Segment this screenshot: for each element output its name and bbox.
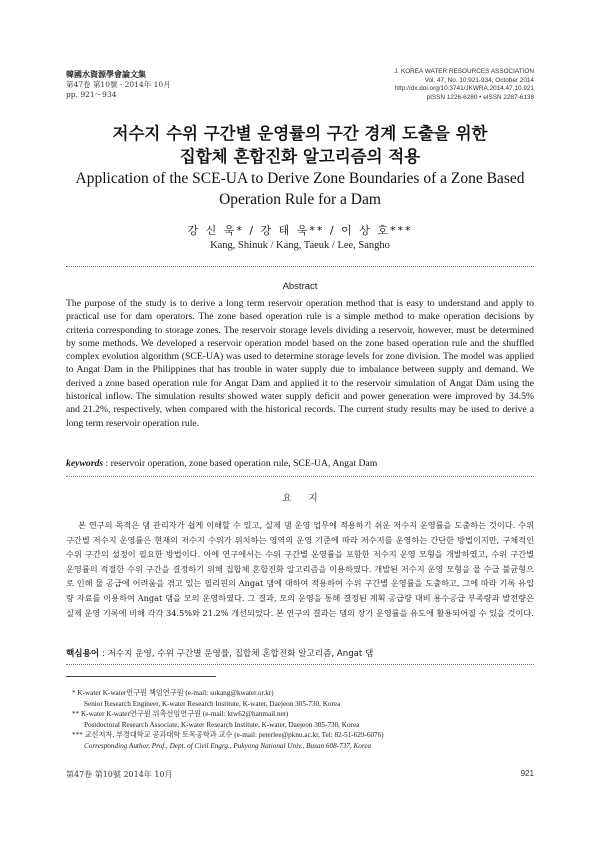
journal-header-right [394, 68, 534, 102]
keywords-ko [66, 647, 534, 659]
footnote-author1: * K-water K-water연구원 책임연구원 (e-mail: sukang@kwater.or.kr) [72, 689, 274, 697]
authors-korean: 강 신 욱* / 강 태 욱** / 이 상 호*** [187, 224, 413, 237]
keywords-label: keywords [66, 458, 104, 469]
footer-volume: 第47卷 第10號 2014年 10月 [66, 770, 173, 779]
journal-header-left [66, 70, 171, 100]
title-ko-line1: 저수지 수위 구간별 운영률의 구간 경계 도출을 위한 [112, 124, 488, 143]
footnote-author3-en: Corresponding Author, Prof., Dept. of Civil Engrg., Pukyong National Univ., Busan 608-737, Korea [84, 741, 372, 750]
journal-name-ko: 韓國水資源學會論文集 [66, 70, 146, 79]
yoji-body: 본 연구의 목적은 댐 관리자가 쉽게 이해할 수 있고, 실제 댐 운영 업무에 적용하기 쉬운 저수지 운영률을 도출하는 것이다. 수위 구간별 저수지 운영률은 현재의 저수지 수위가 위치하는 영역의 운영 기준에 따라 저수지를 운영하는 간단한 방법이지만, 구체적인 수위 구간의 설정이 필요한 방법이다. 이에 연구에서는 수위 구간별 운영률을 포함한 저수지 운영 모형을 개발하였고, 수위 구간별 운영률의 적절한 수위 구간을 결정하기 위해 집합체 혼합진화 알고리즘을 이용하였다. 개발된 저수지 운영 모형을 물 수급 불균형으로 인해 물 공급에 어려움을 겪고 있는 필리핀의 Angat 댐에 대하여 적용하여 수위 구간별 운영률을 도출하고, 그에 따라 기록 유입량 자료를 이용하여 Angat 댐을 모의 운영하였다. 그 결과, 모의 운영을 통해 결정된 계획 공급량 대비 용수공급 부족량과 발전량은 실제 운영 기록에 비해 각각 34.5%와 21.2% 개선되었다. 본 연구의 결과는 댐의 장기 운영률을 유도에 활용되어질 수 있을 것이다. [66, 520, 534, 618]
issn: pISSN 1226-6280 • eISSN 2287-6138 [426, 93, 534, 101]
title-korean [40, 122, 560, 168]
divider-bottom [66, 664, 534, 665]
abstract-body: The purpose of the study is to derive a long term reservoir operation method that is easy to understand and apply to practical use for dam operators. The zone based operation rule is a simple method to make operation decisions by criteria corresponding to storage zones. The reservoir storage levels dividing a reservoir, however, must be determined by some methods. We developed a reservoir operation model based on the zone based operation rule and the shuffled complex evolution algorithm (SCE-UA) was used to determine storage levels for zone division. The model was applied to Angat Dam in the Philippines that has trouble in water supply due to imbalance between supply and demand. We derived a zone based operation rule for Angat Dam and applied it to the reservoir simulation of Angat Dam using the historical inflow. The simulation results showed water supply deficit and power generation were improved by 34.5% and 21.2%, respectively, when compared with the historical records. The current study results may be used to derive a long term reservoir operation rule. [66, 298, 534, 429]
footnote-rule [66, 676, 216, 677]
yoji-heading: 요 지 [282, 493, 318, 504]
abstract-heading: Abstract [282, 281, 318, 292]
page-range: pp. 921～934 [66, 90, 117, 99]
keywords-en [66, 458, 534, 469]
page-number: 921 [520, 769, 534, 778]
volume-ko: 第47卷 第10號 · 2014年 10月 [66, 80, 171, 89]
title-ko-line2: 집합체 혼합진화 알고리즘의 적용 [179, 147, 421, 166]
divider-middle [66, 476, 534, 477]
footnotes [72, 688, 532, 752]
footnote-author2: ** K-water K-water연구원 위촉선임연구원 (e-mail: ktw62@hanmail.net) [72, 710, 289, 719]
keywords-ko-label: 핵심용어 [66, 649, 100, 659]
keywords-ko-text: : 저수지 운영, 수위 구간별 운영률, 집합체 혼합진화 알고리즘, Angat 댐 [101, 649, 374, 659]
keywords-text: : reservoir operation, zone based operation rule, SCE-UA, Angat Dam [105, 458, 378, 469]
authors-english: Kang, Shinuk / Kang, Taeuk / Lee, Sangho [210, 240, 390, 251]
footnote-author1-en: Senior Research Engineer, K-water Research Institute, K-water, Daejeon 305-730, Korea [84, 699, 341, 708]
footnote-author2-en: Postdoctoral Research Associate, K-water Research Institute, K-water, Daejeon 305-730, Korea [84, 720, 360, 729]
volume-en: Vol. 47, No. 10:921-934, October 2014 [424, 76, 534, 84]
journal-name-en: J. KOREA WATER RESOURCES ASSOCIATION [394, 68, 534, 75]
footnote-author3: *** 교신저자, 부경대학교 공과대학 토목공학과 교수 (e-mail: peterlee@pknu.ac.kr, Tel: 82-51-629-6076) [72, 731, 384, 740]
title-en-line1: Application of the SCE-UA to Derive Zone Boundaries of a Zone Based [75, 170, 525, 187]
title-english [40, 168, 560, 210]
title-en-line2: Operation Rule for a Dam [219, 191, 381, 208]
divider-top [66, 266, 534, 267]
doi-link[interactable]: http://dx.doi.org/10.3741/JKWRA.2014.47.10.921 [394, 85, 534, 93]
